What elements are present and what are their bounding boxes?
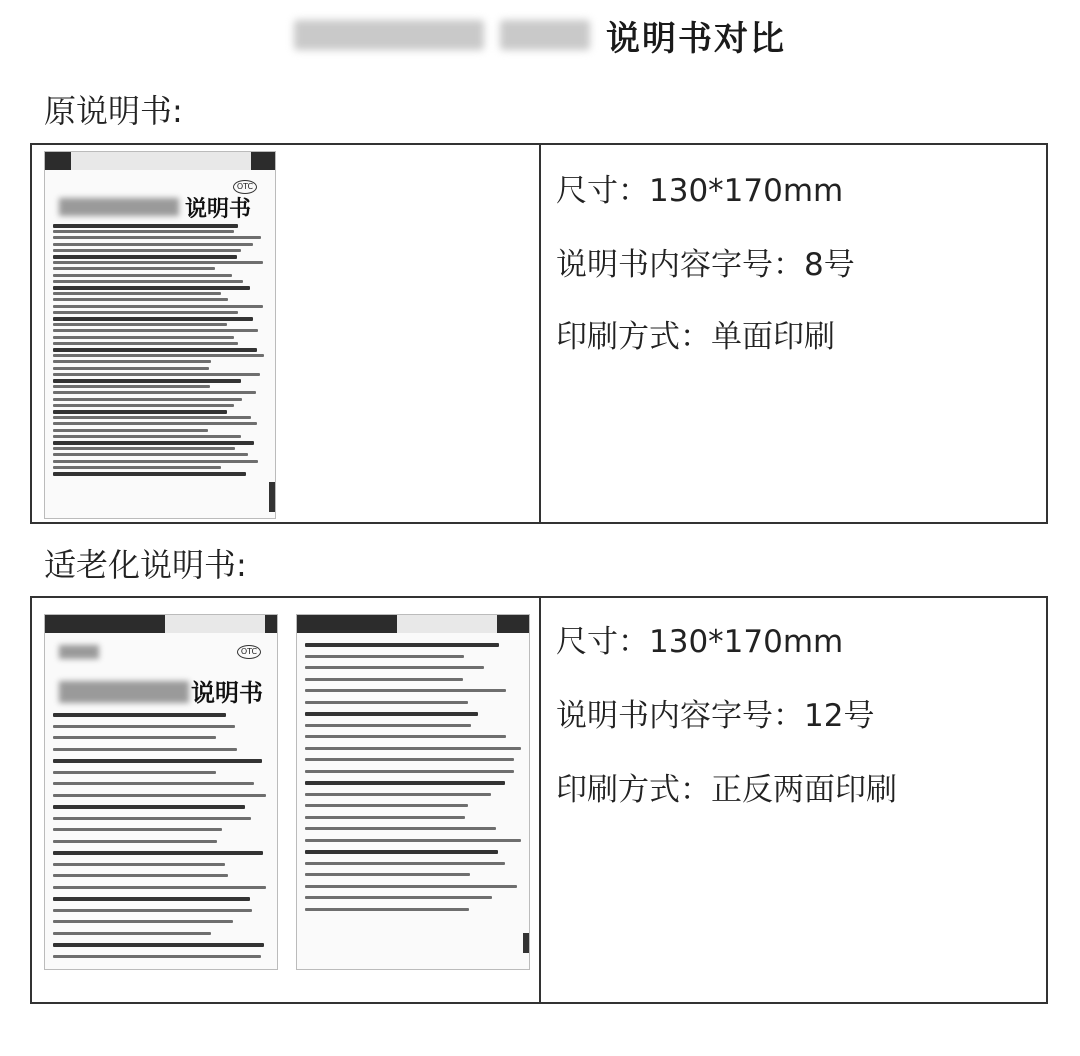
leaflet-text-line <box>305 850 498 854</box>
page-title: 说明书对比 <box>606 18 786 59</box>
elderly-comparison-frame <box>30 596 1048 1004</box>
leaflet-text-line <box>53 817 251 820</box>
leaflet-text-line <box>53 230 234 233</box>
leaflet-text-line <box>53 354 264 357</box>
leaflet-text-line <box>305 689 506 692</box>
page-header <box>0 10 1080 60</box>
leaflet-text-line <box>305 712 478 716</box>
leaflet-text-line <box>305 896 492 899</box>
leaflet-text-line <box>53 736 216 739</box>
leaflet-text-line <box>53 943 264 947</box>
leaflet-text-line <box>53 267 215 270</box>
leaflet-text-line <box>53 932 211 935</box>
leaflet-text-line <box>53 274 232 277</box>
print-method-spec: 印刷方式：正反两面印刷 <box>556 772 897 808</box>
redacted-product-name <box>294 20 484 50</box>
leaflet-text-line <box>53 453 248 456</box>
leaflet-text-line <box>53 373 260 376</box>
leaflet-text-line <box>53 748 237 751</box>
redacted-leaflet-product <box>59 198 179 216</box>
leaflet-text-line <box>305 747 521 750</box>
leaflet-text-line <box>305 793 491 796</box>
leaflet-text-line <box>53 292 221 295</box>
leaflet-text-line <box>305 816 465 819</box>
leaflet-text-line <box>53 416 251 419</box>
leaflet-side-mark <box>269 482 275 512</box>
leaflet-text-line <box>305 724 471 727</box>
leaflet-text-line <box>53 336 234 339</box>
leaflet-text-line <box>305 655 464 658</box>
leaflet-text-line <box>53 311 238 314</box>
elderly-leaflet-front <box>44 614 278 970</box>
leaflet-text-line <box>305 678 463 681</box>
frame-divider <box>539 598 541 1002</box>
leaflet-text-line <box>53 955 261 958</box>
leaflet-text-line <box>53 441 254 445</box>
leaflet-text-line <box>53 261 263 264</box>
font-size-spec: 说明书内容字号：8号 <box>556 247 855 283</box>
size-spec: 尺寸：130*170mm <box>556 624 844 660</box>
leaflet-text-line <box>53 863 225 866</box>
redacted-leaflet-product <box>59 681 189 703</box>
leaflet-text-line <box>53 305 263 308</box>
leaflet-text-line <box>53 391 256 394</box>
leaflet-text-line <box>53 782 254 785</box>
frame-divider <box>539 145 541 522</box>
leaflet-heading: 说明书 <box>191 678 263 707</box>
leaflet-text-line <box>53 398 242 401</box>
leaflet-text-line <box>53 367 209 370</box>
otc-badge: OTC <box>233 180 257 194</box>
print-method-spec: 印刷方式：单面印刷 <box>556 319 835 355</box>
leaflet-text-line <box>53 920 233 923</box>
leaflet-text-line <box>53 249 241 252</box>
leaflet-text-line <box>53 410 227 414</box>
leaflet-text-line <box>53 298 228 301</box>
leaflet-text-line <box>53 280 243 283</box>
leaflet-text-line <box>53 828 222 831</box>
leaflet-text-line <box>53 255 237 259</box>
leaflet-text-line <box>53 840 217 843</box>
leaflet-text-line <box>305 666 484 669</box>
leaflet-text-line <box>53 360 211 363</box>
leaflet-text-line <box>53 472 246 476</box>
leaflet-text-line <box>305 908 469 911</box>
leaflet-text-line <box>53 447 235 450</box>
leaflet-text-line <box>305 804 468 807</box>
redacted-product-spec <box>500 20 590 50</box>
leaflet-text-line <box>53 725 235 728</box>
leaflet-text-line <box>53 317 253 321</box>
leaflet-text-line <box>53 385 210 388</box>
leaflet-text-line <box>305 701 468 704</box>
leaflet-text-line <box>53 759 262 763</box>
leaflet-text-line <box>305 827 496 830</box>
size-spec: 尺寸：130*170mm <box>556 173 844 209</box>
leaflet-text-line <box>53 805 245 809</box>
leaflet-text-line <box>53 460 258 463</box>
leaflet-text-line <box>305 862 505 865</box>
leaflet-text-line <box>53 874 228 877</box>
leaflet-text-line <box>53 404 234 407</box>
leaflet-text-line <box>53 236 261 239</box>
original-comparison-frame <box>30 143 1048 524</box>
leaflet-text-line <box>53 379 241 383</box>
leaflet-text-line <box>305 643 499 647</box>
leaflet-text-line <box>53 348 257 352</box>
leaflet-text-line <box>53 851 263 855</box>
leaflet-text-line <box>53 323 227 326</box>
leaflet-text-line <box>305 781 505 785</box>
original-leaflet-image <box>44 151 276 519</box>
leaflet-side-mark <box>523 933 529 953</box>
leaflet-top-band <box>297 615 529 633</box>
leaflet-text-line <box>53 713 226 717</box>
redacted-logo <box>59 645 99 659</box>
leaflet-text-line <box>53 429 208 432</box>
leaflet-text-line <box>53 435 241 438</box>
otc-badge: OTC <box>237 645 261 659</box>
leaflet-top-band <box>45 615 277 633</box>
leaflet-text-line <box>305 758 514 761</box>
leaflet-text-line <box>305 873 470 876</box>
leaflet-text-line <box>305 885 517 888</box>
leaflet-text-line <box>53 909 252 912</box>
original-section-label: 原说明书: <box>44 92 183 130</box>
elderly-leaflet-back <box>296 614 530 970</box>
leaflet-text-line <box>53 794 266 797</box>
leaflet-text-line <box>305 735 506 738</box>
leaflet-text-line <box>305 839 521 842</box>
leaflet-text-line <box>53 466 221 469</box>
font-size-spec: 说明书内容字号：12号 <box>556 698 875 734</box>
leaflet-text-line <box>53 771 216 774</box>
leaflet-text-line <box>53 243 253 246</box>
leaflet-heading: 说明书 <box>185 196 252 222</box>
leaflet-text-line <box>53 886 266 889</box>
leaflet-text-line <box>53 329 258 332</box>
leaflet-text-line <box>305 770 514 773</box>
leaflet-text-line <box>53 422 257 425</box>
leaflet-text-line <box>53 224 238 228</box>
leaflet-text-line <box>53 286 250 290</box>
leaflet-text-line <box>53 342 238 345</box>
elderly-section-label: 适老化说明书: <box>44 546 247 584</box>
leaflet-top-band <box>45 152 275 170</box>
leaflet-text-line <box>53 897 250 901</box>
